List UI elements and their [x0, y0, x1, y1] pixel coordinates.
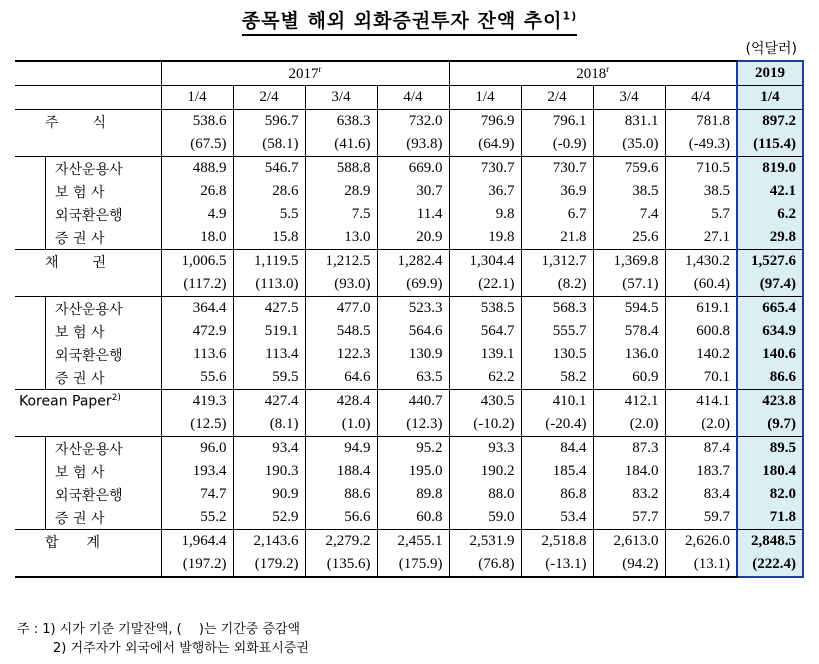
value-cell: 410.1	[521, 390, 593, 414]
value-cell: 38.5	[593, 180, 665, 203]
value-cell: 669.0	[377, 157, 449, 181]
value-cell: 730.7	[521, 157, 593, 181]
sub-label: 자산운용사	[15, 297, 161, 321]
sub-label: 증 권 사	[15, 366, 161, 390]
value-cell: 188.4	[305, 460, 377, 483]
value-cell: 28.6	[233, 180, 305, 203]
value-cell: 13.0	[305, 226, 377, 250]
value-cell: (60.4)	[665, 273, 737, 297]
value-cell: 26.8	[161, 180, 233, 203]
group-row	[15, 110, 803, 134]
value-cell: (135.6)	[305, 553, 377, 577]
value-cell: 831.1	[593, 110, 665, 134]
value-cell: 55.2	[161, 506, 233, 530]
sub-row	[15, 366, 803, 390]
value-cell: 42.1	[737, 180, 803, 203]
sub-row	[15, 437, 803, 461]
value-cell: 184.0	[593, 460, 665, 483]
value-cell: 52.9	[233, 506, 305, 530]
value-cell: 4.9	[161, 203, 233, 226]
quarter-header: 4/4	[665, 86, 737, 110]
year-header	[737, 61, 803, 86]
value-cell: 412.1	[593, 390, 665, 414]
value-cell: 140.2	[665, 343, 737, 366]
value-cell: 88.0	[449, 483, 521, 506]
value-cell: (93.0)	[305, 273, 377, 297]
value-cell: 1,312.7	[521, 250, 593, 274]
value-cell: 83.2	[593, 483, 665, 506]
value-cell: 796.1	[521, 110, 593, 134]
value-cell: (175.9)	[377, 553, 449, 577]
balance-table	[15, 60, 804, 578]
value-cell: 59.5	[233, 366, 305, 390]
value-cell: 89.5	[737, 437, 803, 461]
sub-label: 외국환은행	[15, 203, 161, 226]
value-cell: 87.4	[665, 437, 737, 461]
value-cell: (-20.4)	[521, 413, 593, 437]
value-cell: 1,119.5	[233, 250, 305, 274]
value-cell: 1,527.6	[737, 250, 803, 274]
value-cell: 419.3	[161, 390, 233, 414]
sub-label: 보 험 사	[15, 180, 161, 203]
value-cell: 2,613.0	[593, 530, 665, 554]
value-cell: 38.5	[665, 180, 737, 203]
group-label-text: 주 식	[45, 114, 109, 131]
quarter-header: 1/4	[161, 86, 233, 110]
value-cell: 600.8	[665, 320, 737, 343]
value-cell: 2,455.1	[377, 530, 449, 554]
sub-row	[15, 297, 803, 321]
value-cell: 2,626.0	[665, 530, 737, 554]
value-cell: 93.3	[449, 437, 521, 461]
value-cell: 7.4	[593, 203, 665, 226]
value-cell: 9.8	[449, 203, 521, 226]
value-cell: 564.7	[449, 320, 521, 343]
value-cell: 7.5	[305, 203, 377, 226]
change-label	[15, 133, 161, 157]
value-cell: 555.7	[521, 320, 593, 343]
value-cell: (12.3)	[377, 413, 449, 437]
value-cell: 83.4	[665, 483, 737, 506]
year-label: 2018	[576, 66, 607, 82]
sub-row	[15, 320, 803, 343]
value-cell: 619.1	[665, 297, 737, 321]
value-cell: 84.4	[521, 437, 593, 461]
value-cell: (8.1)	[233, 413, 305, 437]
value-cell: 538.5	[449, 297, 521, 321]
value-cell: 781.8	[665, 110, 737, 134]
sub-label: 자산운용사	[15, 157, 161, 181]
value-cell: 440.7	[377, 390, 449, 414]
value-cell: 87.3	[593, 437, 665, 461]
value-cell: 1,430.2	[665, 250, 737, 274]
value-cell: 25.6	[593, 226, 665, 250]
value-cell: 2,531.9	[449, 530, 521, 554]
value-cell: 136.0	[593, 343, 665, 366]
value-cell: (58.1)	[233, 133, 305, 157]
value-cell: 414.1	[665, 390, 737, 414]
value-cell: (117.2)	[161, 273, 233, 297]
quarter-header: 3/4	[305, 86, 377, 110]
corner-cell	[15, 61, 161, 86]
value-cell: 58.2	[521, 366, 593, 390]
title-text: 종목별 해외 외화증권투자 잔액 추이	[241, 10, 563, 32]
value-cell: 1,282.4	[377, 250, 449, 274]
value-cell: 96.0	[161, 437, 233, 461]
value-cell: (57.1)	[593, 273, 665, 297]
value-cell: 30.7	[377, 180, 449, 203]
sub-row	[15, 460, 803, 483]
change-row	[15, 273, 803, 297]
value-cell: (67.5)	[161, 133, 233, 157]
sub-row	[15, 483, 803, 506]
value-cell: 634.9	[737, 320, 803, 343]
unit-label: (억달러)	[745, 41, 797, 57]
footnote-1: 주 : 1) 시가 기준 기말잔액, ( )는 기간중 증감액	[17, 622, 301, 637]
value-cell: 195.0	[377, 460, 449, 483]
value-cell: 27.1	[665, 226, 737, 250]
value-cell: 21.8	[521, 226, 593, 250]
value-cell: 113.6	[161, 343, 233, 366]
value-cell: 546.7	[233, 157, 305, 181]
total-row	[15, 530, 803, 554]
value-cell: 70.1	[665, 366, 737, 390]
value-cell: 82.0	[737, 483, 803, 506]
value-cell: (113.0)	[233, 273, 305, 297]
total-change-label	[15, 553, 161, 577]
value-cell: 732.0	[377, 110, 449, 134]
quarter-header: 3/4	[593, 86, 665, 110]
value-cell: (115.4)	[737, 133, 803, 157]
group-label	[15, 110, 161, 134]
value-cell: (197.2)	[161, 553, 233, 577]
value-cell: 428.4	[305, 390, 377, 414]
value-cell: (-49.3)	[665, 133, 737, 157]
value-cell: 28.9	[305, 180, 377, 203]
value-cell: 64.6	[305, 366, 377, 390]
year-header-row	[15, 61, 803, 86]
group-row	[15, 390, 803, 414]
value-cell: 53.4	[521, 506, 593, 530]
footnotes	[17, 620, 309, 658]
sub-label: 외국환은행	[15, 483, 161, 506]
value-cell: 89.8	[377, 483, 449, 506]
value-cell: 59.7	[665, 506, 737, 530]
group-label	[15, 390, 161, 414]
value-cell: 519.1	[233, 320, 305, 343]
value-cell: (2.0)	[593, 413, 665, 437]
value-cell: 130.5	[521, 343, 593, 366]
value-cell: 193.4	[161, 460, 233, 483]
value-cell: (93.8)	[377, 133, 449, 157]
year-mark: r	[318, 64, 322, 74]
sub-label: 보 험 사	[15, 320, 161, 343]
sub-row	[15, 180, 803, 203]
value-cell: 796.9	[449, 110, 521, 134]
value-cell: 86.8	[521, 483, 593, 506]
value-cell: 568.3	[521, 297, 593, 321]
value-cell: 427.4	[233, 390, 305, 414]
year-label: 2019	[755, 65, 785, 81]
value-cell: (9.7)	[737, 413, 803, 437]
value-cell: 56.6	[305, 506, 377, 530]
year-header	[449, 61, 737, 86]
corner-cell	[15, 86, 161, 110]
footnote-2: 2) 거주자가 외국에서 발행하는 외화표시증권	[53, 641, 309, 656]
value-cell: 1,304.4	[449, 250, 521, 274]
sub-label: 보 험 사	[15, 460, 161, 483]
value-cell: 11.4	[377, 203, 449, 226]
value-cell: 638.3	[305, 110, 377, 134]
value-cell: 139.1	[449, 343, 521, 366]
value-cell: 63.5	[377, 366, 449, 390]
sub-row	[15, 157, 803, 181]
value-cell: 94.9	[305, 437, 377, 461]
value-cell: 95.2	[377, 437, 449, 461]
sub-label: 외국환은행	[15, 343, 161, 366]
sub-row	[15, 343, 803, 366]
value-cell: 364.4	[161, 297, 233, 321]
value-cell: 548.5	[305, 320, 377, 343]
value-cell: 20.9	[377, 226, 449, 250]
value-cell: 1,369.8	[593, 250, 665, 274]
value-cell: 423.8	[737, 390, 803, 414]
value-cell: 57.7	[593, 506, 665, 530]
group-label-note: 2)	[111, 393, 121, 404]
total-change-row	[15, 553, 803, 577]
value-cell: 60.9	[593, 366, 665, 390]
value-cell: 86.6	[737, 366, 803, 390]
value-cell: (8.2)	[521, 273, 593, 297]
sub-row	[15, 226, 803, 250]
value-cell: 62.2	[449, 366, 521, 390]
value-cell: 74.7	[161, 483, 233, 506]
value-cell: 122.3	[305, 343, 377, 366]
value-cell: 477.0	[305, 297, 377, 321]
value-cell: (222.4)	[737, 553, 803, 577]
total-label: 합 계	[15, 530, 161, 554]
value-cell: 2,848.5	[737, 530, 803, 554]
year-label: 2017	[288, 66, 319, 82]
sub-row	[15, 203, 803, 226]
value-cell: (22.1)	[449, 273, 521, 297]
value-cell: 183.7	[665, 460, 737, 483]
value-cell: 578.4	[593, 320, 665, 343]
value-cell: (179.2)	[233, 553, 305, 577]
value-cell: 113.4	[233, 343, 305, 366]
value-cell: (-13.1)	[521, 553, 593, 577]
value-cell: 488.9	[161, 157, 233, 181]
page-title	[0, 6, 819, 33]
value-cell: 897.2	[737, 110, 803, 134]
value-cell: (69.9)	[377, 273, 449, 297]
value-cell: (35.0)	[593, 133, 665, 157]
value-cell: 59.0	[449, 506, 521, 530]
value-cell: 130.9	[377, 343, 449, 366]
value-cell: 140.6	[737, 343, 803, 366]
quarter-header: 4/4	[377, 86, 449, 110]
value-cell: 29.8	[737, 226, 803, 250]
value-cell: (41.6)	[305, 133, 377, 157]
value-cell: 730.7	[449, 157, 521, 181]
group-label-text: Korean Paper	[19, 393, 112, 410]
value-cell: 71.8	[737, 506, 803, 530]
quarter-header: 2/4	[233, 86, 305, 110]
quarter-header: 1/4	[737, 86, 803, 110]
value-cell: 190.2	[449, 460, 521, 483]
quarter-header: 1/4	[449, 86, 521, 110]
value-cell: 1,964.4	[161, 530, 233, 554]
value-cell: 6.2	[737, 203, 803, 226]
sub-row	[15, 506, 803, 530]
value-cell: 190.3	[233, 460, 305, 483]
value-cell: 88.6	[305, 483, 377, 506]
value-cell: 15.8	[233, 226, 305, 250]
group-label-text: 채 권	[45, 254, 109, 271]
value-cell: 93.4	[233, 437, 305, 461]
value-cell: 819.0	[737, 157, 803, 181]
value-cell: (97.4)	[737, 273, 803, 297]
value-cell: 1,006.5	[161, 250, 233, 274]
value-cell: (94.2)	[593, 553, 665, 577]
value-cell: 472.9	[161, 320, 233, 343]
value-cell: 564.6	[377, 320, 449, 343]
value-cell: 36.7	[449, 180, 521, 203]
value-cell: 2,279.2	[305, 530, 377, 554]
change-label	[15, 273, 161, 297]
value-cell: 2,518.8	[521, 530, 593, 554]
value-cell: 596.7	[233, 110, 305, 134]
value-cell: 523.3	[377, 297, 449, 321]
value-cell: (12.5)	[161, 413, 233, 437]
group-row	[15, 250, 803, 274]
value-cell: 5.5	[233, 203, 305, 226]
value-cell: 90.9	[233, 483, 305, 506]
sub-label: 자산운용사	[15, 437, 161, 461]
value-cell: 5.7	[665, 203, 737, 226]
value-cell: 427.5	[233, 297, 305, 321]
quarter-header-row	[15, 86, 803, 110]
group-label	[15, 250, 161, 274]
value-cell: 594.5	[593, 297, 665, 321]
year-header	[161, 61, 449, 86]
value-cell: (64.9)	[449, 133, 521, 157]
value-cell: 588.8	[305, 157, 377, 181]
value-cell: 36.9	[521, 180, 593, 203]
value-cell: 180.4	[737, 460, 803, 483]
value-cell: 710.5	[665, 157, 737, 181]
value-cell: (-10.2)	[449, 413, 521, 437]
value-cell: 55.6	[161, 366, 233, 390]
value-cell: (76.8)	[449, 553, 521, 577]
value-cell: 759.6	[593, 157, 665, 181]
value-cell: 6.7	[521, 203, 593, 226]
value-cell: 1,212.5	[305, 250, 377, 274]
title-footnote-mark: 1)	[562, 9, 578, 23]
change-row	[15, 413, 803, 437]
change-row	[15, 133, 803, 157]
value-cell: (2.0)	[665, 413, 737, 437]
value-cell: 538.6	[161, 110, 233, 134]
value-cell: 19.8	[449, 226, 521, 250]
value-cell: 665.4	[737, 297, 803, 321]
year-mark: r	[606, 64, 610, 74]
value-cell: (13.1)	[665, 553, 737, 577]
sub-label: 증 권 사	[15, 226, 161, 250]
value-cell: 185.4	[521, 460, 593, 483]
value-cell: 2,143.6	[233, 530, 305, 554]
sub-label: 증 권 사	[15, 506, 161, 530]
value-cell: 18.0	[161, 226, 233, 250]
quarter-header: 2/4	[521, 86, 593, 110]
value-cell: (-0.9)	[521, 133, 593, 157]
value-cell: 60.8	[377, 506, 449, 530]
value-cell: (1.0)	[305, 413, 377, 437]
value-cell: 430.5	[449, 390, 521, 414]
change-label	[15, 413, 161, 437]
